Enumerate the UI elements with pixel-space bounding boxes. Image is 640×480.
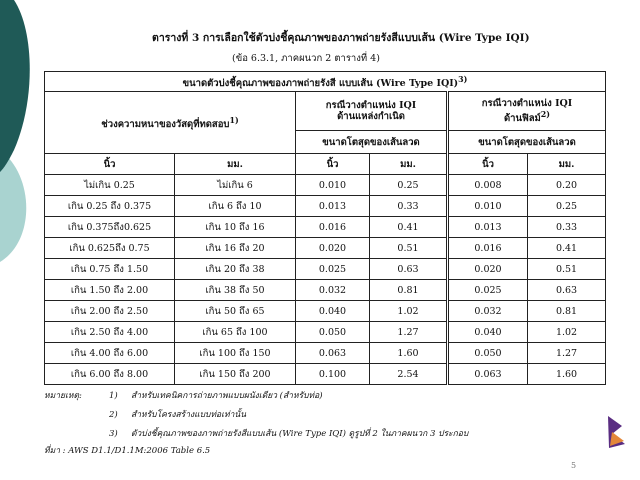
film-wire-mm: 0.81 — [528, 301, 606, 322]
film-wire-mm: 0.63 — [528, 280, 606, 301]
source-reference: ที่มา : AWS D1.1/D1.1M:2006 Table 6.5 — [44, 446, 211, 456]
thickness-range-inch: เกิน 0.25 ถึง 0.375 — [45, 196, 175, 217]
film-wire-inch: 0.013 — [448, 217, 528, 238]
unit-mm-header: มม. — [175, 154, 296, 175]
iqi-selection-table — [44, 71, 606, 385]
thickness-range-inch: เกิน 6.00 ถึง 8.00 — [45, 364, 175, 385]
unit-mm-header: มม. — [370, 154, 448, 175]
film-wire-mm: 0.20 — [528, 175, 606, 196]
footnote-number: 3) — [109, 429, 118, 439]
unit-inch-header: นิ้ว — [45, 154, 175, 175]
source-wire-mm: 0.63 — [370, 259, 448, 280]
film-wire-mm: 1.27 — [528, 343, 606, 364]
film-side-header-cell — [448, 92, 606, 131]
film-wire-mm: 1.60 — [528, 364, 606, 385]
page-number: 5 — [571, 461, 577, 470]
source-wire-inch: 0.025 — [296, 259, 370, 280]
table-row — [45, 364, 606, 385]
film-max-wire-header: ขนาดโตสุดของเส้นลวด — [448, 131, 606, 154]
source-wire-inch: 0.032 — [296, 280, 370, 301]
main-header-footnote: 3) — [458, 74, 468, 84]
film-wire-inch: 0.040 — [448, 322, 528, 343]
source-side-header-line2: ด้านแหล่งกำเนิด — [337, 111, 405, 122]
main-header-text: ขนาดตัวบ่งชี้คุณภาพของภาพถ่ายรังสี แบบเส้น (Wire Type IQI) — [182, 78, 459, 90]
table-row — [45, 175, 606, 196]
source-wire-inch: 0.063 — [296, 343, 370, 364]
range-header-text: ช่วงความหนาของวัสดุที่ทดสอบ — [101, 119, 230, 131]
thickness-range-inch: เกิน 2.00 ถึง 2.50 — [45, 301, 175, 322]
table-subtitle: (ข้อ 6.3.1, ภาคผนวก 2 ตารางที่ 4) — [232, 53, 380, 64]
range-header-footnote: 1) — [229, 115, 239, 125]
film-wire-mm: 0.51 — [528, 259, 606, 280]
film-side-header-line1: กรณีวางตำแหน่ง IQI — [481, 97, 573, 109]
source-side-header-cell — [296, 92, 448, 131]
source-wire-mm: 2.54 — [370, 364, 448, 385]
thickness-range-mm: เกิน 50 ถึง 65 — [175, 301, 296, 322]
thickness-range-mm: เกิน 20 ถึง 38 — [175, 259, 296, 280]
source-wire-mm: 1.27 — [370, 322, 448, 343]
source-wire-mm: 0.41 — [370, 217, 448, 238]
film-wire-inch: 0.063 — [448, 364, 528, 385]
source-wire-inch: 0.010 — [296, 175, 370, 196]
film-wire-inch: 0.020 — [448, 259, 528, 280]
unit-inch-header: นิ้ว — [296, 154, 370, 175]
thickness-range-inch: เกิน 2.50 ถึง 4.00 — [45, 322, 175, 343]
source-wire-inch: 0.020 — [296, 238, 370, 259]
table-title: ตารางที่ 3 การเลือกใช้ตัวบ่งชี้คุณภาพของภาพถ่ายรังสีแบบเส้น (Wire Type IQI) — [152, 32, 530, 44]
thickness-range-mm: เกิน 100 ถึง 150 — [175, 343, 296, 364]
thickness-range-mm: เกิน 65 ถึง 100 — [175, 322, 296, 343]
thickness-range-mm: เกิน 10 ถึง 16 — [175, 217, 296, 238]
table-row — [45, 343, 606, 364]
footnote-number: 1) — [109, 391, 118, 401]
source-wire-inch: 0.040 — [296, 301, 370, 322]
thickness-range-inch: เกิน 1.50 ถึง 2.00 — [45, 280, 175, 301]
thickness-range-mm: เกิน 38 ถึง 50 — [175, 280, 296, 301]
film-wire-inch: 0.025 — [448, 280, 528, 301]
footnote-item — [44, 388, 468, 407]
film-wire-inch: 0.050 — [448, 343, 528, 364]
unit-mm-header: มม. — [528, 154, 606, 175]
source-wire-inch: 0.013 — [296, 196, 370, 217]
footnotes — [44, 388, 468, 445]
source-side-header-line1: กรณีวางตำแหน่ง IQI — [325, 100, 417, 111]
range-header-cell — [45, 92, 296, 154]
footnote-text: ตัวบ่งชี้คุณภาพของภาพถ่ายรังสีแบบเส้น (Wire Type IQI) ดูรูปที่ 2 ในภาคผนวก 3 ประกอบ — [131, 429, 469, 439]
source-wire-inch: 0.016 — [296, 217, 370, 238]
film-wire-mm: 0.33 — [528, 217, 606, 238]
thickness-range-inch: เกิน 0.625ถึง 0.75 — [45, 238, 175, 259]
source-wire-mm: 1.60 — [370, 343, 448, 364]
source-wire-mm: 0.51 — [370, 238, 448, 259]
source-wire-inch: 0.050 — [296, 322, 370, 343]
source-wire-mm: 0.25 — [370, 175, 448, 196]
film-wire-inch: 0.008 — [448, 175, 528, 196]
thickness-range-inch: เกิน 0.375ถึง0.625 — [45, 217, 175, 238]
thickness-range-inch: เกิน 4.00 ถึง 6.00 — [45, 343, 175, 364]
thickness-range-mm: เกิน 16 ถึง 20 — [175, 238, 296, 259]
footnote-number: 2) — [109, 410, 118, 420]
table-row — [45, 217, 606, 238]
thickness-range-mm: ไม่เกิน 6 — [175, 175, 296, 196]
source-wire-mm: 0.33 — [370, 196, 448, 217]
table-row — [45, 322, 606, 343]
film-side-header-footnote: 2) — [540, 109, 551, 119]
film-wire-mm: 1.02 — [528, 322, 606, 343]
logo-icon — [608, 416, 625, 448]
source-wire-mm: 0.81 — [370, 280, 448, 301]
thickness-range-inch: เกิน 0.75 ถึง 1.50 — [45, 259, 175, 280]
footnote-text: สำหรับโครงสร้างแบบท่อเท่านั้น — [131, 410, 247, 420]
film-wire-inch: 0.032 — [448, 301, 528, 322]
film-wire-inch: 0.016 — [448, 238, 528, 259]
main-header-cell — [45, 72, 606, 92]
teal-dark-shape — [0, 0, 30, 172]
thickness-range-inch: ไม่เกิน 0.25 — [45, 175, 175, 196]
unit-inch-header: นิ้ว — [448, 154, 528, 175]
table-row — [45, 259, 606, 280]
table-row — [45, 301, 606, 322]
film-wire-mm: 0.41 — [528, 238, 606, 259]
table-row — [45, 238, 606, 259]
thickness-range-mm: เกิน 150 ถึง 200 — [175, 364, 296, 385]
film-wire-inch: 0.010 — [448, 196, 528, 217]
table-row — [45, 280, 606, 301]
footnote-item — [44, 407, 468, 426]
thickness-range-mm: เกิน 6 ถึง 10 — [175, 196, 296, 217]
footnote-label: หมายเหตุ: — [44, 391, 82, 401]
source-max-wire-header: ขนาดโตสุดของเส้นลวด — [296, 131, 448, 154]
film-side-header-line2: ด้านฟิลม์ — [503, 113, 541, 125]
table-row — [45, 196, 606, 217]
source-wire-mm: 1.02 — [370, 301, 448, 322]
source-wire-inch: 0.100 — [296, 364, 370, 385]
film-wire-mm: 0.25 — [528, 196, 606, 217]
footnote-text: สำหรับเทคนิคการถ่ายภาพแบบผนังเดียว (สำหรับท่อ) — [131, 391, 323, 401]
